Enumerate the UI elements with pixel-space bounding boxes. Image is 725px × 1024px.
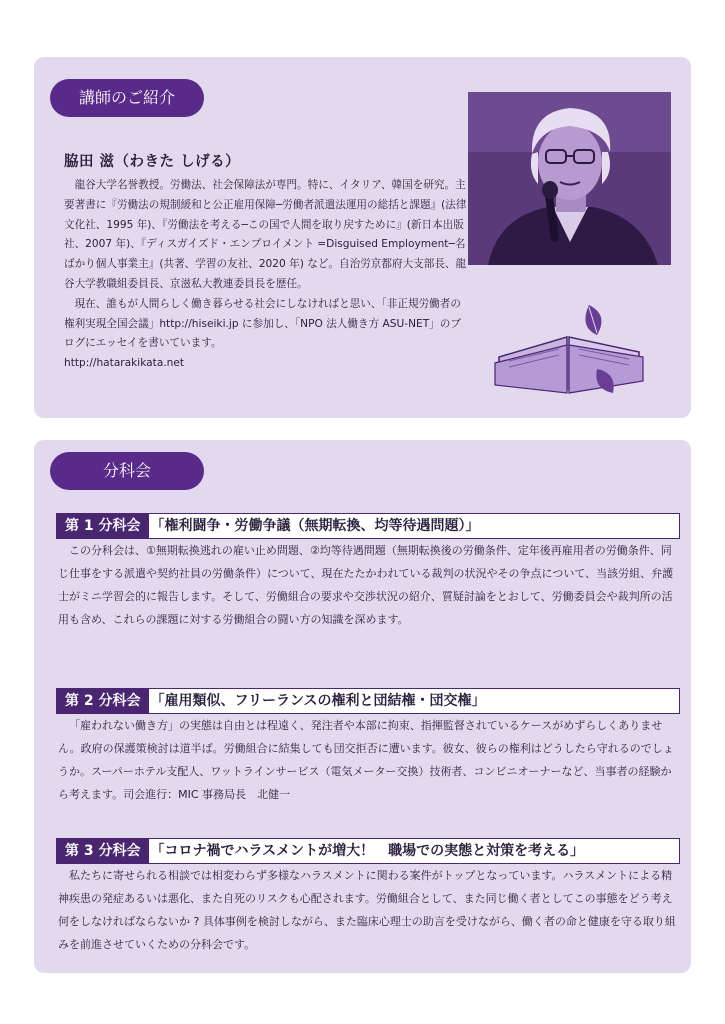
instructor-bio bbox=[64, 176, 469, 374]
bio-paragraph-1: 龍谷大学名誉教授。労働法、社会保障法が専門。特に、イタリア、韓国を研究。主要著書に『労働法の規制緩和と公正雇用保障─労働者派遣法運用の総括と課題』(法律文化社、1995 年)、『労働法を考える─この国で人間を取り戻すために』(新日本出版社、2007 年)、『ディスガイズド・エンプロイメント =Disguised Employment─名ばかり個人事業主』(共著、学習の友社、2020 年) など。自治労京都府大支部長、龍谷大学教職組委員長、京滋私大教連委員長を歴任。 bbox=[64, 179, 467, 290]
session-1-title: 「権利闘争・労働争議（無期転換、均等待遇問題）」 bbox=[150, 518, 480, 534]
bio-url: http://hatarakikata.net bbox=[64, 357, 185, 370]
session-2-title: 「雇用類似、フリーランスの権利と団結権・団交権」 bbox=[150, 693, 486, 709]
session-3-header bbox=[56, 838, 680, 864]
open-book-illustration bbox=[489, 297, 649, 397]
session-1-label: 第 1 分科会 bbox=[57, 514, 149, 538]
sessions-panel bbox=[34, 440, 691, 973]
session-2-header bbox=[56, 688, 680, 714]
session-1-body bbox=[58, 539, 680, 631]
session-1-text: この分科会は、①無期転換逃れの雇い止め問題、②均等待遇問題（無期転換後の労働条件、定年後再雇用者の労働条件、同じ仕事をする派遣や契約社員の労働条件）について、現在たたかわれている裁判の状況やその争点について、当該労組、弁護士がミニ学習会的に報告します。そして、労働組合の要求や交渉状況の紹介、質疑討論をとおして、労働委員会や裁判所の活用も含め、これらの課題に対する労働組合の闘い方の知識を深めます。 bbox=[58, 544, 674, 626]
session-3-body bbox=[58, 864, 680, 956]
instructor-photo bbox=[468, 92, 671, 265]
sessions-heading: 分科会 bbox=[50, 452, 204, 490]
instructor-panel bbox=[34, 57, 691, 418]
session-3-label: 第 3 分科会 bbox=[57, 839, 149, 863]
bio-paragraph-2: 現在、誰もが人間らしく働き暮らせる社会にしなければと思い、「非正規労働者の権利実現全国会議」http://hiseiki.jp に参加し、「NPO 法人働き方 ASU-NET」のブログにエッセイを書いています。 bbox=[64, 297, 461, 350]
session-2-text: 「雇われない働き方」の実態は自由とは程遠く、発注者や本部に拘束、指揮監督されているケースがめずらしくありません。政府の保護策検討は道半ば。労働組合に結集しても団交拒否に遭います。彼女、彼らの権利はどうしたら守れるのでしょうか。スーパーホテル支配人、ワットラインサービス（電気メーター交換）技術者、コンビニオーナーなど、当事者の経験から考えます。司会進行：MIC 事務局長 北健一 bbox=[58, 719, 674, 801]
instructor-name: 脇田 滋（わきた しげる） bbox=[64, 154, 241, 170]
instructor-heading: 講師のご紹介 bbox=[50, 79, 204, 117]
session-1-header bbox=[56, 513, 680, 539]
session-3-text: 私たちに寄せられる相談では相変わらず多様なハラスメントに関わる案件がトップとなっています。ハラスメントによる精神疾患の発症あるいは悪化、また自死のリスクも心配されます。労働組合として、また同じ働く者としてこの事態をどう考え何をしなければならないか ? 具体事例を検討しながら、また臨床心理士の助言を受けながら、働く者の命と健康を守る取り組みを前進させていくための分科会です。 bbox=[58, 869, 676, 951]
session-2-body bbox=[58, 714, 680, 806]
session-3-title: 「コロナ禍でハラスメントが増大！ 職場での実態と対策を考える」 bbox=[150, 843, 585, 859]
session-2-label: 第 2 分科会 bbox=[57, 689, 149, 713]
